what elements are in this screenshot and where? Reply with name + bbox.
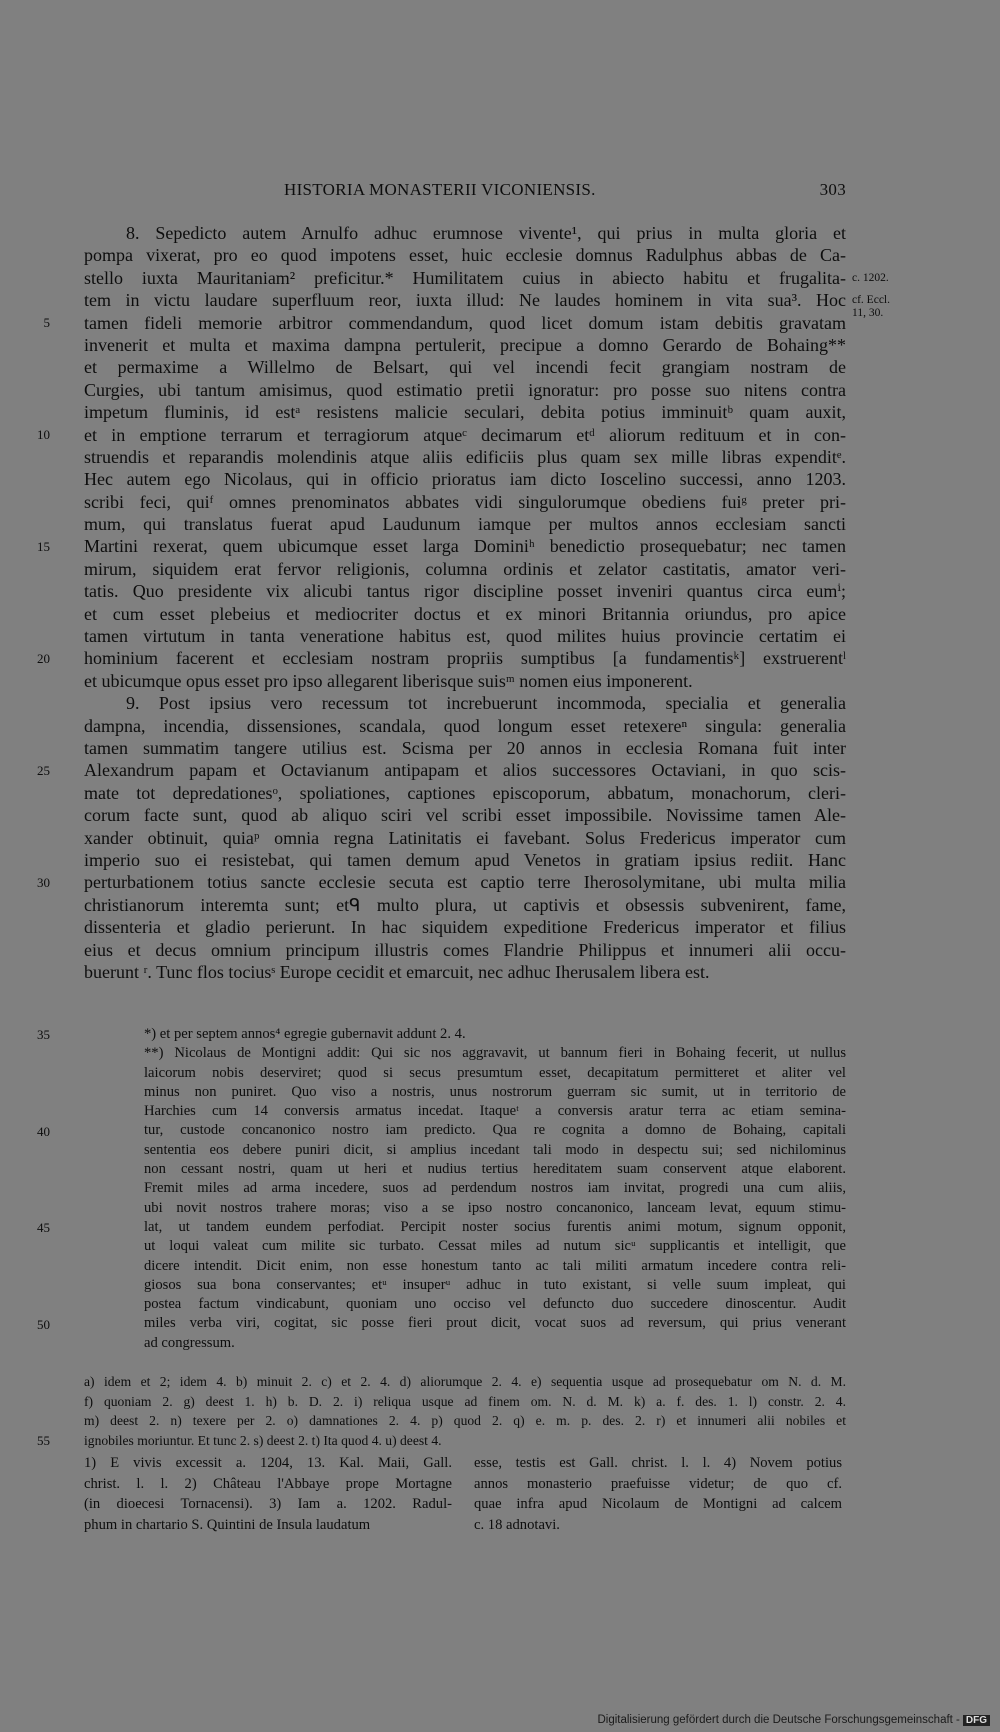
line-number: 20 <box>37 650 50 666</box>
note-line: ad congressum. <box>144 1334 235 1351</box>
text-line: dampna, incendia, dissensiones, scandala, quod longum esset retexereⁿ singula: generalia <box>84 715 846 736</box>
margin-note: c. 1202. <box>852 271 889 284</box>
note-line: c. 18 adnotavi. <box>474 1516 560 1533</box>
text-line: mate tot depredationesᵒ, spoliationes, captiones episcoporum, abbatum, monachorum, cleri- <box>84 782 846 803</box>
note-line: ignobiles moriuntur. Et tunc 2. s) deest 2. t) Ita quod 4. u) deest 4. <box>84 1432 442 1448</box>
text-line: et permaxime a Willelmo de Belsart, qui vel incendi fecit grangiam nostram de <box>84 357 846 378</box>
text-line: invenerit et multa et maxima dampna pertulerit, precipue a domno Gerardo de Bohaing** <box>84 334 846 355</box>
note-line: non cessant nostri, quam ut heri et nudius tertius hereditatem suam conservent atque elaborent. <box>144 1161 846 1178</box>
text-line: scribi feci, quiᶠ omnes prenominatos abbates vidi singulorumque obediens fuiᵍ preter pri- <box>84 491 846 512</box>
note-line: 1) E vivis excessit a. 1204, 13. Kal. Maii, Gall. <box>84 1455 452 1471</box>
text-line: perturbationem totius sancte ecclesie secuta est captio terre Iherosolymitane, ubi multa milia <box>84 872 846 893</box>
note-line: giosos sua bona conservantes; etᵘ insuperᵘ adhuc in tuto existant, si velle suum impleat, qui <box>144 1276 846 1293</box>
text-line: et ubicumque opus esset pro ipso allegarent liberisque suisᵐ nomen eius imponerent. <box>84 670 693 691</box>
text-line: stello iuxta Mauritaniam² preficitur.* Humilitatem cuius in abiecto habitu et frugalita- <box>84 267 846 288</box>
text-line: mirum, siquidem erat fervor religionis, columna ordinis et zelator castitatis, amator veri- <box>84 558 846 579</box>
margin-note: 11, 30. <box>852 306 884 319</box>
text-line: tem in victu laudare superfluum reor, iuxta illud: Ne laudes hominem in vita sua³. Hoc <box>84 290 846 311</box>
text-line: tamen summatim tangere utilius est. Scisma per 20 annos in ecclesia Romana fuit inter <box>84 737 846 758</box>
text-line: pompa vixerat, pro eo quod impotens esset, huic ecclesie domnus Radulphus abbas de Ca- <box>84 245 846 266</box>
text-line: hominium facerent et ecclesiam nostram propriis sumptibus [a fundamentisᵏ] exstruerentˡ <box>84 648 846 669</box>
note-line: Fremit miles ad arma incedere, suos ad perdendum nostros iam invitat, progredi una cum aliis, <box>144 1180 846 1197</box>
line-number: 50 <box>37 1316 50 1332</box>
text-line: 8. Sepedicto autem Arnulfo adhuc erumnose vivente¹, qui prius in multa gloria et <box>126 223 846 243</box>
note-line: postea factum vindicabunt, quoniam uno occiso vel defuncto duo succedere dinoscentur. Audit <box>144 1296 846 1313</box>
text-line: imperio suo ei resistebat, qui tamen demum apud Venetos in gratiam ipsius rediit. Hanc <box>84 849 846 870</box>
note-line: minus non puniret. Quo viso a nostris, unus nostrorum guerram sic sumit, ut in territorio de <box>144 1083 846 1100</box>
text-line: impetum fluminis, id estᵃ resistens malicie seculari, debita potius imminuitᵇ quam auxit, <box>84 402 846 423</box>
note-line: **) Nicolaus de Montigni addit: Qui sic nos aggravavit, ut bannum fieri in Bohaing fecerit, ut nullus <box>144 1045 846 1062</box>
line-number: 55 <box>37 1432 50 1448</box>
page-number: 303 <box>819 180 846 199</box>
addenda-notes <box>144 1025 846 1353</box>
note-line: phum in chartario S. Quintini de Insula laudatum <box>84 1516 371 1533</box>
note-line: (in dioecesi Tornacensi). 3) Iam a. 1202. Radul- <box>84 1496 452 1512</box>
text-line: tamen virtutum in tanta veneratione habitus est, quod milites huius provincie certatim ei <box>84 626 846 647</box>
text-line: et in emptione terrarum et terragiorum atqueᶜ decimarum etᵈ aliorum redituum et in con- <box>84 424 846 445</box>
note-line: annos monasterio praefuisse videtur; de quo cf. <box>474 1475 842 1492</box>
dfg-logo: DFG <box>963 1715 990 1726</box>
text-line: tatis. Quo presidente vix alicubi tantus rigor discipline posset inveniri quantus circa eumⁱ; <box>84 581 846 602</box>
variant-readings <box>84 1372 846 1450</box>
note-line: miles verba viri, cogitat, sic posse fieri prout dicit, vocat suos ad reversum, qui prius venerant <box>144 1315 846 1332</box>
source-notes-right <box>474 1453 842 1535</box>
margin-note: cf. Eccl. <box>852 294 890 307</box>
note-line: sententia eos debere puniri dicit, si amplius incedant tali modo in despectu sui; sed nichilominus <box>144 1141 846 1158</box>
running-title: HISTORIA MONASTERII VICONIENSIS. <box>284 180 596 199</box>
text-line: Martini rexerat, quem ubicumque esset larga Dominiʰ benedictio prosequebatur; nec tamen <box>84 536 846 557</box>
text-line: buerunt ʳ. Tunc flos tociusˢ Europe cecidit et emarcuit, nec adhuc Iherusalem libera est. <box>84 961 710 982</box>
text-line: dissenteria et gladio perierunt. In hac siquidem expeditione Fredericus imperator et filius <box>84 917 846 938</box>
line-number: 5 <box>43 314 50 330</box>
text-line: christianorum interemta sunt; etᑫ multo plura, ut captivis et obsessis subvenirent, fame, <box>84 894 846 915</box>
text-line: corum facte sunt, quod ab aliquo sciri vel scribi esset impossibile. Novissime tamen Ale- <box>84 805 846 826</box>
note-line: dicere intendit. Dicit enim, non esse honestum tanto ac tali militi armatum incedere contra reli- <box>144 1257 846 1274</box>
note-line: ubi novit nostros trahere moras; viso a se ipso nostro concanonico, lanceam levat, equum stimu- <box>144 1199 846 1216</box>
line-number: 40 <box>37 1123 50 1139</box>
main-text <box>84 222 846 983</box>
note-line: m) deest 2. n) texere per 2. o) damnationes 2. 4. p) quod 2. q) e. m. p. des. 2. r) et innumeri alii nobiles et <box>84 1413 846 1429</box>
text-line: Curgies, ubi tantum amisimus, quod estimatio pretii ignoratur: pro posse suo nitens contra <box>84 379 846 400</box>
text-line: struendis et reparandis molendinis atque aliis edificiis plus quam sex mille libras expenditᵉ. <box>84 446 846 467</box>
text-line: Hec autem ego Nicolaus, qui in officio prioratus iam dicto Ioscelino successi, anno 1203. <box>84 469 846 490</box>
note-line: a) idem et 2; idem 4. b) minuit 2. c) et 2. 4. d) aliorumque 2. 4. e) sequentia usque ad prosequebatur om N. d. M. <box>84 1374 846 1389</box>
text-line: mum, qui translatus fuerat apud Laudunum iamque per multos annos ecclesiam sancti <box>84 514 846 535</box>
text-line: et cum esset plebeius et mediocriter doctus et ex minori Britannia oriundus, pro apice <box>84 603 846 624</box>
text-line: tamen fideli memorie arbitror commendandum, quod licet domum istam debitis gravatam <box>84 312 846 333</box>
note-line: f) quoniam 2. g) deest 1. h) b. D. 2. i) reliqua usque ad finem om. N. d. M. k) a. f. des. 1. l) constr. 2. 4. <box>84 1393 846 1409</box>
digitization-footer <box>597 1714 990 1726</box>
note-line: quae infra apud Nicolaum de Montigni ad calcem <box>474 1496 842 1512</box>
note-line: *) et per septem annos⁴ egregie gubernavit addunt 2. 4. <box>144 1026 466 1042</box>
footer-text: Digitalisierung gefördert durch die Deutsche Forschungsgemeinschaft - <box>597 1714 960 1726</box>
line-number: 10 <box>37 426 50 442</box>
line-number: 15 <box>37 538 50 554</box>
note-line: christ. l. l. 2) Château l'Abbaye prope Mortagne <box>84 1475 452 1492</box>
line-number: 25 <box>37 762 50 778</box>
note-line: laicorum nobis deserviret; quod si secus presumtum esset, decapitatum permitteret et aliter vel <box>144 1064 846 1081</box>
source-notes-left <box>84 1453 452 1535</box>
note-line: tur, custode concanonico nostro iam predicto. Qua re cognita a domno de Bohaing, capitali <box>144 1122 846 1139</box>
note-line: Harchies cum 14 conversis armatus incedat. Itaqueᵗ a conversis aratur terra ac etiam semina- <box>144 1103 846 1120</box>
text-line: xander obtinuit, quiaᵖ omnia regna Latinitatis ei favebant. Solus Fredericus imperator cum <box>84 827 846 848</box>
text-line: Alexandrum papam et Octavianum antipapam et alios successores Octaviani, in quo scis- <box>84 760 846 781</box>
note-line: lat, ut tandem eundem perfodiat. Percipit noster socius furentis animi motum, signum opponit, <box>144 1218 846 1235</box>
line-number: 30 <box>37 874 50 890</box>
line-number: 35 <box>37 1027 50 1042</box>
text-line: eius et decus omnium principum illustris comes Flandrie Philippus et innumeri alii occu- <box>84 939 846 960</box>
text-line: 9. Post ipsius vero recessum tot increbuerunt incommoda, specialia et generalia <box>126 693 846 714</box>
note-line: esse, testis est Gall. christ. l. l. 4) Novem potius <box>474 1455 842 1471</box>
note-line: ut loqui valeat cum milite sic turbato. Cessat miles ad nutum sicᵘ supplicantis et intelligit, que <box>144 1238 846 1255</box>
line-number: 45 <box>37 1220 50 1235</box>
